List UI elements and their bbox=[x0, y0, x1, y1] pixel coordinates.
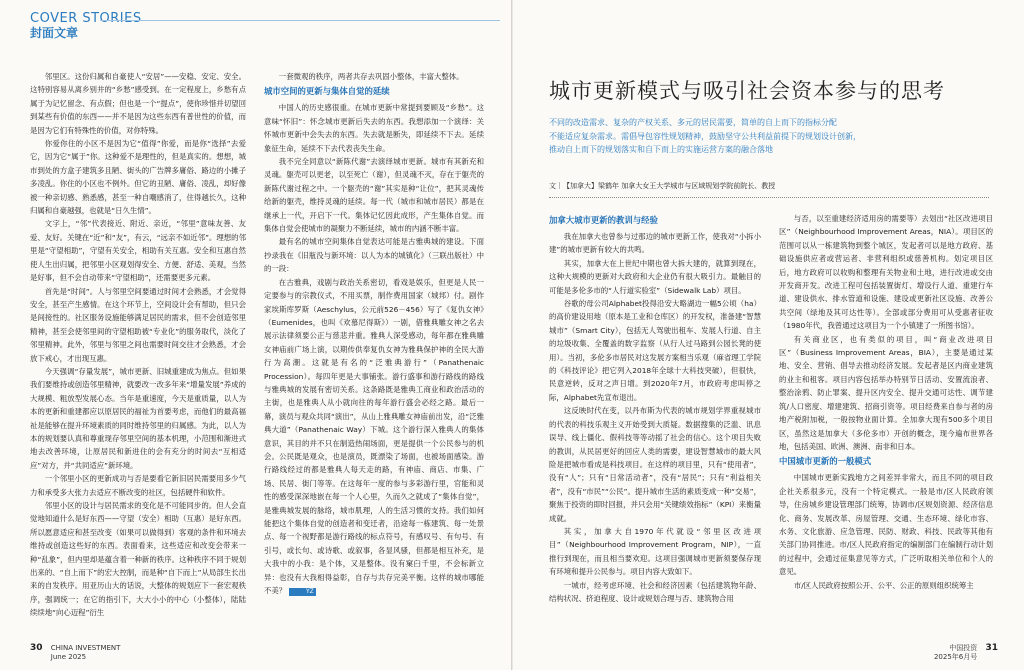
body-paragraph: 邻里区。这份归属和自豪使人“安居”——安稳、安定、安全。这特别容易从离乡别井的“乡愁”感受到。在一定程度上，乡愁有点属于为记忆留念、有点假；但也是一个“提点”，使你珍惜并切望回到某些有价值的东西——并不是因为这些东西有普世性的价值，而是因为它们有特殊性的价值，对你特殊。 bbox=[30, 72, 246, 135]
footer-date-right: 2025年6月号 bbox=[933, 653, 978, 661]
body-paragraph: 一城市，经考虑环境、社会和经济因素（包括建筑物年龄、结构状况、挤迫程度、设计或规划合理与否、建筑物合用 bbox=[549, 580, 761, 603]
body-paragraph: 我不完全同意以“新陈代谢”去演绎城市更新。城市有其新充和灵魂。躯壳可以更老，以至死亡（谢），但灵魂不灭，存在于躯壳的新陈代谢过程之中。一个躯壳的“谢”其实是种“让位”，把其灵魂传给新的躯壳，维持灵魂的延续。每一代（城市和城市居民）都是在继承上一代，开启下一代。集体记忆因此成形，产生集体自觉。而集体自觉会使城市的凝聚力不断延续，城市的内涵不断丰富。 bbox=[264, 157, 484, 234]
article-deck bbox=[549, 116, 989, 157]
body-paragraph: 最有名的城市空间集体自觉表达可能是古雅典城的建设。下面抄录我在《旧瓶没与新环境：以人为本的城镇化》（三联出版社）中的一段： bbox=[264, 237, 484, 274]
body-paragraph: 今天强调“存量发展”，城市更新、旧城重建成为焦点。但如果我们要维持或创造邻里精神，就要改一改多年来“增量发展”养成的大规模、粗放型发展心态。当年是重速度，今天是重质量，以人为本的更新和重建都应以原居民的福祉为首要考虑，而他们的最高福祉是能够在提升环境素质的同时维持邻里的归属感。为此，以人为本的规划要认真和尊重现存邻里空间的基本机理，小范围和渐进式地去改善环境，让原居民和新进住的会有充分的时间去“互相适应”对方，并“共同适应”新环境。 bbox=[30, 366, 246, 470]
body-paragraph: 有关商业区，也有类似的项目，叫“商业改进项目区”（Business Improvement Areas，BIA），主要是通过某地、安全、营销、倡导去推动经济发展。发起者是区内商业建筑的业主和租客。项目内容包括举办特别节日活动、安置流浪者、整治涂鸦、防止罪案、提升区内安全、提升交通可达性、调节建筑/人口密度、增建建筑、招商引资等。项目经费来自参与者的房地产税附加税，一般按物业面计算。全加拿大现有500多个项目区，虽然这是加拿大（多伦多市）开创的概念，现今遍布世界各地，包括美国、欧洲、澳洲、南非和日本。 bbox=[779, 334, 993, 451]
body-paragraph: 文字上，“邻”代表接近、附近、亲近，“邻里”意味友善、友爱、友好。关键在“近”和“友”，有云，“远亲不如近邻”。理想的邻里是“守望相助”，守望有关安全，相助有关互惠。安全和互惠自然使人生出归属，把邻里小区观划得安全、方便、舒适、美观，当然是好事，但不会自动带来“守望相助”，还需要更多元素。 bbox=[30, 219, 246, 283]
body-paragraph: 首先是“时间”。人与邻里空间要通过时间才会熟悉，才会觉得安全，甚至产生感情。在这个环节上，空间设计会有帮助，但只会是间接性的。社区服务设施能够满足居民的需求，但不会创造邻里精神，甚至会使邻里间的守望相助被“专业化”的服务取代，淡化了邻里精神。此外，邻里与邻里之间也需要时间交往才会熟悉，才会放下戒心，才出现互惠。 bbox=[30, 286, 246, 363]
deck-line-3: 推动自上而下的规划落实和自下而上的实施运营方案的融合落地 bbox=[549, 145, 773, 154]
page-number-left: 30 bbox=[30, 643, 43, 653]
body-paragraph: 中国人的历史感很重。在城市更新中常提到要顾及“乡愁”。这意味“怀旧”：怀念城市更新后失去的东西。我想添加一个演绎：关怀城市更新中会失去的东西。失去就是断失，即延续不下去。延续象征生命，延续不下去代表丧失生命。 bbox=[264, 103, 484, 153]
article-title: 城市更新模式与吸引社会资本参与的思考 bbox=[549, 79, 945, 103]
body-paragraph: 市/区人民政府按照公开、公平、公正的原则组织统筹主 bbox=[793, 580, 974, 590]
footer-date-left: June 2025 bbox=[50, 653, 87, 661]
byline-text: 文｜【加拿大】梁鹤年 加拿大女王大学城市与区域规划学院前院长、教授 bbox=[549, 182, 776, 190]
article-byline bbox=[549, 181, 989, 198]
deck-line-1: 不同的改造需求、复杂的产权关系、多元的居民需要，简单的自上而下的指标分配 bbox=[549, 118, 837, 127]
body-paragraph: 谷歌的母公司Alphabet投得沿安大略湖边一幅5公顷（ha）的高价建设用地（原本是工业和仓库区）的开发权，准备建“智慧城市”（Smart City），包括无人驾驶出租车、发展人行道、自主的垃圾收集、全覆盖的数字监察（从行人过马路到公园长凳的使用）。当初，多伦多市居民对这发展方案相当乐观（麻省理工学院的《科技评论》把它列入2018年全球十大科技突破），但很快，民意逆转，反对之声日增。到2020年7月，市政府考虑叫停之际，Alphabet先宣布退出。 bbox=[549, 299, 761, 402]
body-paragraph: 一套微观的秩序，两者共存去巩固小整体，丰富大整体。 bbox=[278, 72, 464, 81]
section-header bbox=[30, 12, 490, 46]
section-heading: 加拿大城市更新的教训与经验 bbox=[549, 215, 658, 225]
end-mark: YZ bbox=[289, 588, 316, 596]
left-column-2 bbox=[264, 70, 484, 642]
footer-magazine-zh: 中国投资 bbox=[949, 644, 978, 652]
body-paragraph: 这反映时代在变，以丹布斯为代表的城市规划学界重视城市的代表的科技乐观主义开始受到大质疑。数据搜集的泛滥、讯息误导、线上僵化、假科技等等动摇了社会的信心。这个项目失败的教训，从民居更好的回应人类的需要，建设智慧城市的最大风险是把城市看成是科技项目。在这样的项目里，只有“使用者”，没有“人”；只有“日常活动者”，没有“居民”；只有“利益相关者”，没有“市民”“公民”。提升城市生活的素质变成一种“交易”，聚焦于投资的即时回报，并只会用“关键绩效指标”（KPI）来衡量成就。 bbox=[549, 406, 761, 523]
body-paragraph: 中国城市更新实践地方之间差异非常大，而且不同的项目政企社关系很多元，没有一个特定模式。一般是市/区人民政府领导，住房城乡建设管理部门统筹，协调市/区规划资源、经济信息化、商务、发展改革、房屋管理、交通、生态环境、绿化市容、水务、文化旅游、应急管理、民防、财政、科技、民政等其他有关部门协同推进。市/区人民政府指定的编制部门在编制行动计划的过程中，会通过征集意见等方式，广泛听取相关单位和个人的意见。 bbox=[779, 473, 993, 577]
deck-line-2: 不能适应复杂需求。需倡导包容性规划精神，鼓励坚守公共利益前提下的规划设计创新， bbox=[549, 131, 861, 141]
right-footer bbox=[934, 644, 998, 662]
page-number-right: 31 bbox=[985, 643, 998, 653]
section-heading: 中国城市更新的一般模式 bbox=[779, 456, 872, 467]
left-column-1 bbox=[30, 70, 246, 642]
footer-magazine-en: CHINA INVESTMENT bbox=[50, 644, 121, 652]
section-header-zh: 封面文章 bbox=[30, 26, 79, 40]
left-footer bbox=[30, 644, 120, 662]
byline-rule bbox=[549, 197, 989, 198]
right-column-1 bbox=[549, 212, 761, 642]
body-paragraph: 其实，加拿大自1970年代就设“邻里区改进项目”（Neighbourhood Improvement Program，NIP），一直推行到现在，而且相当要欢迎。这项目强调城市更新须要保存现有环境和提升公民参与。项目内容大致如下。 bbox=[549, 526, 761, 577]
body-paragraph: 与否，以至重建经济适用房的需要等）去划出“社区改进项目区”（Neighbourhood Improvement Areas，NIA）。项目区的范围可以从一栋建筑物到整个城区，发起者可以是地方政府、基础设施供应者或营运者、非营利组织或慈善机构。划定项目区后，地方政府可以收购和整理有关物业和土地，进行改进或交由开发商开发。改进工程可包括装置街灯、增设行人道、重建行车道、建设供水、排水管道和设施、建设或更新社区设施、改善公共空间（绿地及其可达性等）。全部或部分费用可从受惠者征收（1980年代，我曾通过这项目为一个小镇建了一所图书馆）。 bbox=[779, 214, 993, 331]
body-paragraph: 你爱你住的小区不是因为它“值得”你爱，而是你“选择”去爱它，因为它“属于”你。这种爱不是理性的，但是真实的。想想，城市到处的方盒子建筑多且陋、街头的广告牌多庸俗、路边的小摊子多凌乱。你住的小区也不例外。但它的丑陋、庸俗、凌乱，却好像被一种亲切感、熟悉感，甚至一种自嘲感消了，住得越长久，这种归属和自豪越强，也就是“日久生情”。 bbox=[30, 139, 246, 216]
right-column-2 bbox=[779, 212, 993, 642]
body-paragraph: 我在加拿大也曾参与过那边的城市更新工作，使我对“小拆小建”的城市更新有较大的共鸣。 bbox=[549, 232, 761, 255]
body-paragraph: 邻里小区的设计与居民需求的变化是不可能同步的。但人会直觉地知道什么是好东西——守望（安全）相助（互惠）是好东西。所以愿意适应和甚至改变（如果可以做得到）客观的条件和环境去维持或创造这些好的东西。表面看来，这些适应和改变会带来一种“乱象”，但内里却是蕴含着一种新的秩序。这种秩序不同于规划出来的、“自上而下”的宏大控制，而是种“自下而上”从局部生长出来的自发秩序。用亚历山大的话说，大整体的规划应下一套宏观秩序，强调统一；在它的指引下，大大小小的中心（小整体），陆陆续续地“向心迈程”衍生 bbox=[30, 501, 246, 618]
body-paragraph: 一个邻里小区的更新成功与否是要看它新旧居民需要用多少气力和承受多大张力去适应不断改变的社区，包括硬件和软件。 bbox=[30, 474, 246, 497]
right-page bbox=[513, 0, 1024, 670]
body-paragraph: 在古雅典，戏剧与政治关系密切，看戏是娱乐，但更是人民一定要参与的宗教仪式，不用买票，制作费用国家（城邦）付。剧作家埃斯库罗斯（Aeschylus，公元前526－456）写了《复仇女神》（Eumenides，也叫《欢慕尼得斯》）一剧，借雅典雕女神之名去展示法律须要公正与慈悲并重。雅典人深受感动，每年都在雅典雕女神庙前广场上演，以期传供奉复仇女神为雅典保护神的全民大游行为高潮。这就是有名的“泛雅典游行”（Panathenaic Procession）。每四年更是大事铺张。游行盛事和游行路线的路线与雅典城的发展有密切关系。这条路既是雅典工商业和政治活动的主街，也是雅典人从小就向往的每年游行盛会必经之路。最后一幕，演员与观众共同“演出”，从山上雅典雕女神庙前出发，沿“泛雅典大道”（Panathenaic Way）下城。这个游行深入雅典人的集体意识，其目的并不只在制造热闹场面，更是提供一个公民参与的机会。公民既是观众，也是演员，既漂染了场面，也被场面感染。游行路线经过的都是雅典人每天走的路，有神庙、商店、市集、广场、民居、街门等等。在这每年一度的参与多彩游行里，官能和灵性的感受深深地嵌在每一个人心里，久而久之就成了“集体自觉”，是雅典城发展的脉络，城市肌理，人的生活习惯的支持。我们如何能把这个集体自觉的创造者和变迁者，沿途每一栋建筑、每一处景点、每一个视野都是游行路线的标点符号，有感叹号、有句号、有引号，或长句、或诗歌、或叙事，各显风骚，但都是相互补充，是大我中的小我：是个体，又是整体。没有窠臼千里，不会标新立异：也没有大我相得益彰，自存与共存完美平衡。这样的城市哪能不美？ YZ bbox=[264, 277, 484, 596]
body-paragraph: 其实，加拿大在上世纪中期也曾大拆大建的，就算到现在，这种大规模的更新对大政府和大企业仍有很大吸引力。最触目的可能是多伦多市的“人行道实验室”（Sidewalk Lab）项目。 bbox=[549, 258, 761, 295]
section-heading: 城市空间的更新与集体自觉的延续 bbox=[264, 86, 390, 97]
header-rule bbox=[100, 20, 500, 21]
section-header-en: COVER STORIES bbox=[30, 11, 142, 26]
